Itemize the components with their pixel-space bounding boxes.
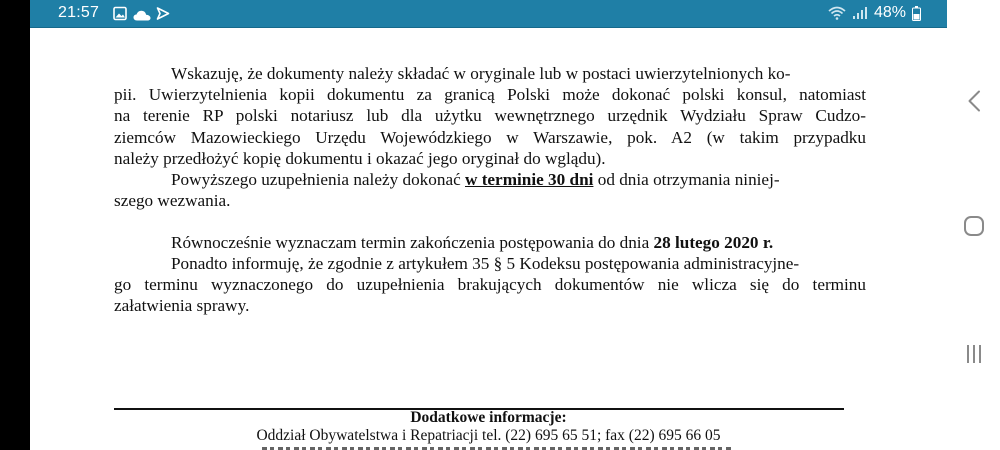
navigation-bar (947, 0, 1000, 450)
cloud-icon (133, 8, 151, 23)
footer-contact: Oddział Obywatelstwa i Repatriacji tel. (22) 695 65 51; fax (22) 695 66 05 (256, 427, 721, 444)
home-button[interactable] (947, 209, 1000, 243)
paragraph-3-line-1 (171, 233, 773, 253)
recents-button[interactable] (947, 337, 1000, 371)
battery-icon (912, 6, 921, 21)
paragraph-1-line-5: należy przedłożyć kopię dokumentu i okazać jego oryginał do wglądu). (114, 149, 606, 168)
paragraph-1-line-2: pii. Uwierzytelnienia kopii dokumentu za granicą Polski może dokonać polski konsul, natomiast (114, 85, 866, 104)
paragraph-4-line-3: załatwienia sprawy. (114, 296, 250, 315)
paragraph-2-line-2: szego wezwania. (114, 191, 231, 210)
system-status (828, 4, 921, 22)
status-bar (30, 0, 947, 28)
document-page[interactable] (30, 28, 947, 450)
battery-percent: 48% (873, 4, 906, 21)
send-icon (156, 6, 170, 21)
paragraph-3-text-before: Równocześnie wyznaczam termin zakończenia postępowania do dnia (171, 233, 654, 252)
clock: 21:57 (58, 4, 100, 21)
back-button[interactable] (947, 84, 1000, 118)
recents-icon (964, 344, 984, 364)
paragraph-4-line-1: Ponadto informuję, że zgodnie z artykułem 35 § 5 Kodeksu postępowania administracyjne- (171, 254, 800, 273)
back-chevron-icon (967, 90, 981, 112)
home-icon (963, 215, 985, 237)
paragraph-1-line-4: ziemców Mazowieckiego Urzędu Wojewódzkiego w Warszawie, pok. A2 (w takim przypadku (114, 128, 866, 147)
paragraph-2-text-after: od dnia otrzymania niniej- (593, 170, 780, 189)
wifi-icon (828, 6, 846, 20)
deadline-emphasis: w terminie 30 dni (465, 170, 594, 189)
footer-title: Dodatkowe informacje: (410, 409, 567, 426)
end-date-emphasis: 28 lutego 2020 r. (653, 233, 774, 252)
paragraph-2-text-before: Powyższego uzupełnienia należy dokonać (171, 170, 465, 189)
image-icon (113, 6, 127, 21)
paragraph-4-line-2: go terminu wyznaczonego do uzupełnienia brakujących dokumentów nie wlicza się do terminu (114, 275, 866, 294)
paragraph-1-line-3: na terenie RP polski notariusz lub dla użytku wewnętrznego urzędnik Wydziału Spraw Cudzo- (114, 106, 866, 125)
signal-icon (852, 6, 868, 20)
paragraph-1-line-1: Wskazuję, że dokumenty należy składać w oryginale lub w postaci uwierzytelnionych ko- (171, 64, 791, 83)
paragraph-2-line-1 (171, 170, 780, 190)
